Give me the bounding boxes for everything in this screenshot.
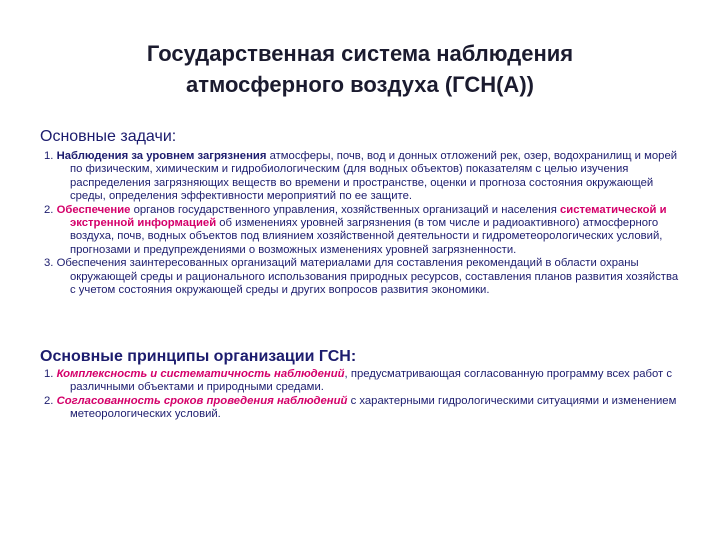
task-2-highlight-2: систематической и экстренной информацией: [70, 203, 667, 230]
task-2-text-mid: органов государственного управления, хозяйственных организаций и населения: [130, 203, 560, 216]
principle-1-text: , предусматривающая согласованную программу всех работ с различными объектами и природными средами.: [70, 368, 673, 394]
task-1-text: атмосферы, почв, вод и донных отложений рек, озер, водохранилищ и морей по физическим, химическим и гидробиологическим (для водных объектов) показателям с целью изучения распределения загрязняющих веществ во времени и пространстве, оценки и прогноза состояния окружающей среды, определения эффективности мероприятий по ее защите.: [70, 150, 678, 203]
item-number: 1.: [44, 150, 54, 162]
section-heading-tasks: Основные задачи:: [40, 128, 177, 145]
item-number: 2.: [44, 394, 54, 407]
task-3-text: Обеспечения заинтересованных организаций материалами для составления рекомендаций в области охраны окружающей среды и рационального использования природных ресурсов, составления планов развития хозяйства с учетом состояния окружающей среды и других вопросов развития экономики.: [56, 257, 679, 297]
slide-title: [60, 38, 660, 100]
principle-1-highlight: Комплексность и систематичность наблюдений: [56, 368, 345, 380]
task-item-3: [44, 257, 680, 297]
principle-2-text: с характерными гидрологическими ситуациями и изменением метеорологических условий.: [70, 394, 677, 421]
principle-item-1: [44, 368, 680, 395]
task-1-highlight: Наблюдения за уровнем загрязнения: [56, 150, 267, 162]
item-number: 1.: [44, 368, 54, 380]
title-line-2: атмосферного воздуха (ГСН(А)): [186, 72, 534, 97]
item-number: 3.: [44, 257, 54, 270]
task-2-highlight-1: Обеспечение: [56, 203, 131, 216]
task-item-2: [44, 204, 680, 258]
task-2-text: об изменениях уровней загрязнения (в том числе и радиоактивного) атмосферного воздуха, почв, водных объектов под влиянием хозяйственной деятельности и гидрометеорологических условий, прогнозами и предупреждениями о возможных изменениях уровней загрязненности.: [70, 217, 663, 256]
principle-item-2: [44, 395, 680, 422]
principles-list: [44, 368, 680, 422]
section-heading-principles: Основные принципы организации ГСН:: [40, 348, 357, 365]
tasks-list: [44, 150, 680, 297]
title-line-1: Государственная система наблюдения: [146, 41, 574, 66]
task-item-1: [44, 150, 680, 204]
item-number: 2.: [44, 203, 54, 216]
principle-2-highlight: Согласованность сроков проведения наблюдений: [56, 394, 348, 407]
